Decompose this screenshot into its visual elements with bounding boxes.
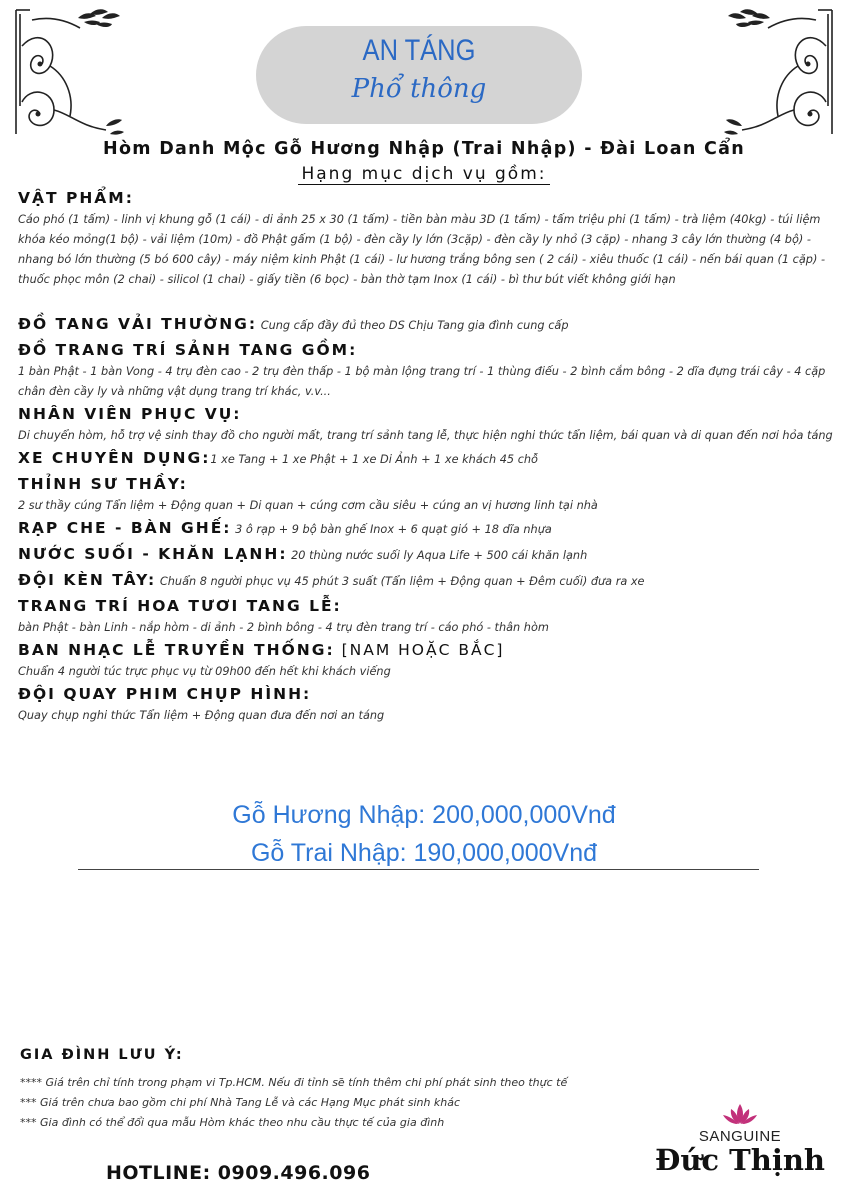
brand-name: Đức Thịnh	[654, 1143, 826, 1177]
badge-title: AN TÁNG	[362, 34, 476, 67]
brand-top: SANGUINE	[698, 1128, 782, 1145]
section-heading: NHÂN VIÊN PHỤC VỤ:	[18, 405, 242, 423]
section-heading-row	[18, 568, 833, 594]
section-heading-row	[18, 312, 833, 338]
section-hoa-tuoi	[18, 594, 833, 638]
section-text: Quay chụp nghi thức Tẩn liệm + Động quan đưa đến nơi an táng	[18, 709, 385, 722]
header-badge	[256, 26, 582, 124]
notes-heading: GIA ĐÌNH LƯU Ý:	[20, 1047, 184, 1063]
service-list-title-text: Hạng mục dịch vụ gồm:	[298, 164, 549, 185]
section-heading: ĐỘI QUAY PHIM CHỤP HÌNH:	[18, 685, 312, 703]
section-heading: ĐỘI KÈN TÂY:	[18, 571, 157, 589]
section-doi-ken-tay	[18, 568, 833, 594]
lotus-icon	[720, 1102, 760, 1126]
section-text: Chuẩn 4 người túc trực phục vụ từ 09h00 đến hết khi khách viếng	[18, 665, 391, 678]
note-item: *** Giá trên chưa bao gồm chi phí Nhà Tang Lễ và các Hạng Mục phát sinh khác	[20, 1096, 461, 1109]
product-title: Hòm Danh Mộc Gỗ Hương Nhập (Trai Nhập) - Đài Loan Cẩn	[103, 139, 745, 159]
section-text: 2 sư thầy cúng Tẩn liệm + Động quan + Di quan + cúng cơm cầu siêu + cúng an vị hương linh tại nhà	[18, 499, 598, 512]
section-rap-che	[18, 516, 833, 542]
section-inline-text: 20 thùng nước suối ly Aqua Life + 500 cái khăn lạnh	[287, 549, 588, 562]
section-heading: NƯỚC SUỐI - KHĂN LẠNH:	[18, 545, 288, 563]
section-heading: TRANG TRÍ HOA TƯƠI TANG LỄ:	[18, 597, 342, 615]
price-block	[0, 796, 848, 872]
section-heading: THỈNH SƯ THẦY:	[18, 475, 188, 493]
note-item: *** Gia đình có thể đổi qua mẫu Hòm khác theo nhu cầu thực tế của gia đình	[20, 1116, 445, 1129]
section-heading-row	[18, 542, 833, 568]
section-quay-phim	[18, 682, 833, 726]
price-trai-nhap: Gỗ Trai Nhập: 190,000,000Vnđ	[250, 839, 598, 867]
section-text: Cáo phó (1 tấm) - linh vị khung gỗ (1 cái) - di ảnh 25 x 30 (1 tấm) - tiền bàn màu 3D (1 tấm) - tấm triệu phi (1 tấm) - trà liệm (40kg) - túi liệm khóa kéo mỏng(1 bộ) - vải liệm (10m) - đồ Phật gấm (1 bộ) - đèn cầy ly lớn (3cặp) - đèn cầy ly nhỏ (3 cặp) - nhang 3 cây lớn thường (4 bộ) - nhang bó lớn thường (5 bó 600 cây) - máy niệm kinh Phật (1 cái) - lư hương trắng bông sen ( 2 cái) - xiêu thuốc (1 cái) - nến bái quan (1 cặp) - thuốc phọc môn (2 chai) - silicol (1 chai) - giấy tiền (6 bọc) - bàn thờ tạm Inox (1 cái) - bì thư bút viết không giới hạn	[18, 213, 826, 286]
section-vat-pham	[18, 186, 833, 290]
corner-ornament-right-icon	[718, 6, 838, 136]
section-xe-chuyen-dung	[18, 446, 833, 472]
section-heading-row	[18, 446, 833, 472]
section-heading: ĐỒ TANG VẢI THƯỜNG:	[18, 315, 258, 333]
section-text: Di chuyển hòm, hỗ trợ vệ sinh thay đồ cho người mất, trang trí sảnh tang lễ, thực hiện nghi thức tẩn liệm, bái quan và di quan đến nơi hỏa táng	[18, 429, 833, 442]
section-heading: RẠP CHE - BÀN GHẾ:	[18, 519, 232, 537]
service-items	[18, 186, 833, 726]
section-do-tang	[18, 312, 833, 338]
section-heading: ĐỒ TRANG TRÍ SẢNH TANG GỒM:	[18, 341, 358, 359]
brand-logo	[640, 1102, 840, 1177]
section-inline-text: 3 ô rạp + 9 bộ bàn ghế Inox + 6 quạt gió + 18 dĩa nhựa	[231, 523, 552, 536]
price-huong-nhap: Gỗ Hương Nhập: 200,000,000Vnđ	[232, 801, 616, 829]
section-heading: BAN NHẠC LỄ TRUYỀN THỐNG:	[18, 641, 335, 659]
corner-ornament-left-icon	[10, 6, 130, 136]
family-notes	[20, 1043, 740, 1133]
divider	[78, 869, 759, 870]
section-thinh-su-thay	[18, 472, 833, 516]
hotline: HOTLINE: 0909.496.096	[106, 1162, 371, 1184]
section-inline-text: Chuẩn 8 người phục vụ 45 phút 3 suất (Tẩn liệm + Động quan + Đêm cuối) đưa ra xe	[156, 575, 645, 588]
section-inline-text: 1 xe Tang + 1 xe Phật + 1 xe Di Ảnh + 1 xe khách 45 chỗ	[210, 453, 538, 466]
service-list-title	[0, 164, 848, 184]
section-ban-nhac	[18, 638, 833, 682]
section-heading-row	[18, 638, 833, 662]
section-trang-tri-sanh	[18, 338, 833, 402]
section-heading: XE CHUYÊN DỤNG:	[18, 449, 211, 467]
section-inline-text: Cung cấp đầy đủ theo DS Chịu Tang gia đình cung cấp	[257, 319, 569, 332]
section-heading-row	[18, 516, 833, 542]
section-heading: VẬT PHẨM:	[18, 189, 134, 207]
badge-subtitle: Phổ thông	[351, 74, 487, 104]
section-text: bàn Phật - bàn Linh - nắp hòm - di ảnh - 2 bình bông - 4 trụ đèn trang trí - cáo phó - thân hòm	[18, 621, 549, 634]
note-item: **** Giá trên chỉ tính trong phạm vi Tp.HCM. Nếu đi tỉnh sẽ tính thêm chi phí phát sinh theo thực tế	[20, 1076, 568, 1089]
section-nuoc-suoi	[18, 542, 833, 568]
section-nhan-vien	[18, 402, 833, 446]
section-text: 1 bàn Phật - 1 bàn Vong - 4 trụ đèn cao - 2 trụ đèn thấp - 1 bộ màn lộng trang trí - 1 thùng điếu - 2 bình cắm bông - 2 dĩa đựng trái cây - 4 cặp chân đèn cầy ly và những vật dụng trang trí khác, v.v...	[18, 365, 826, 398]
section-heading-extra: [NAM HOẶC BẮC]	[334, 641, 505, 659]
